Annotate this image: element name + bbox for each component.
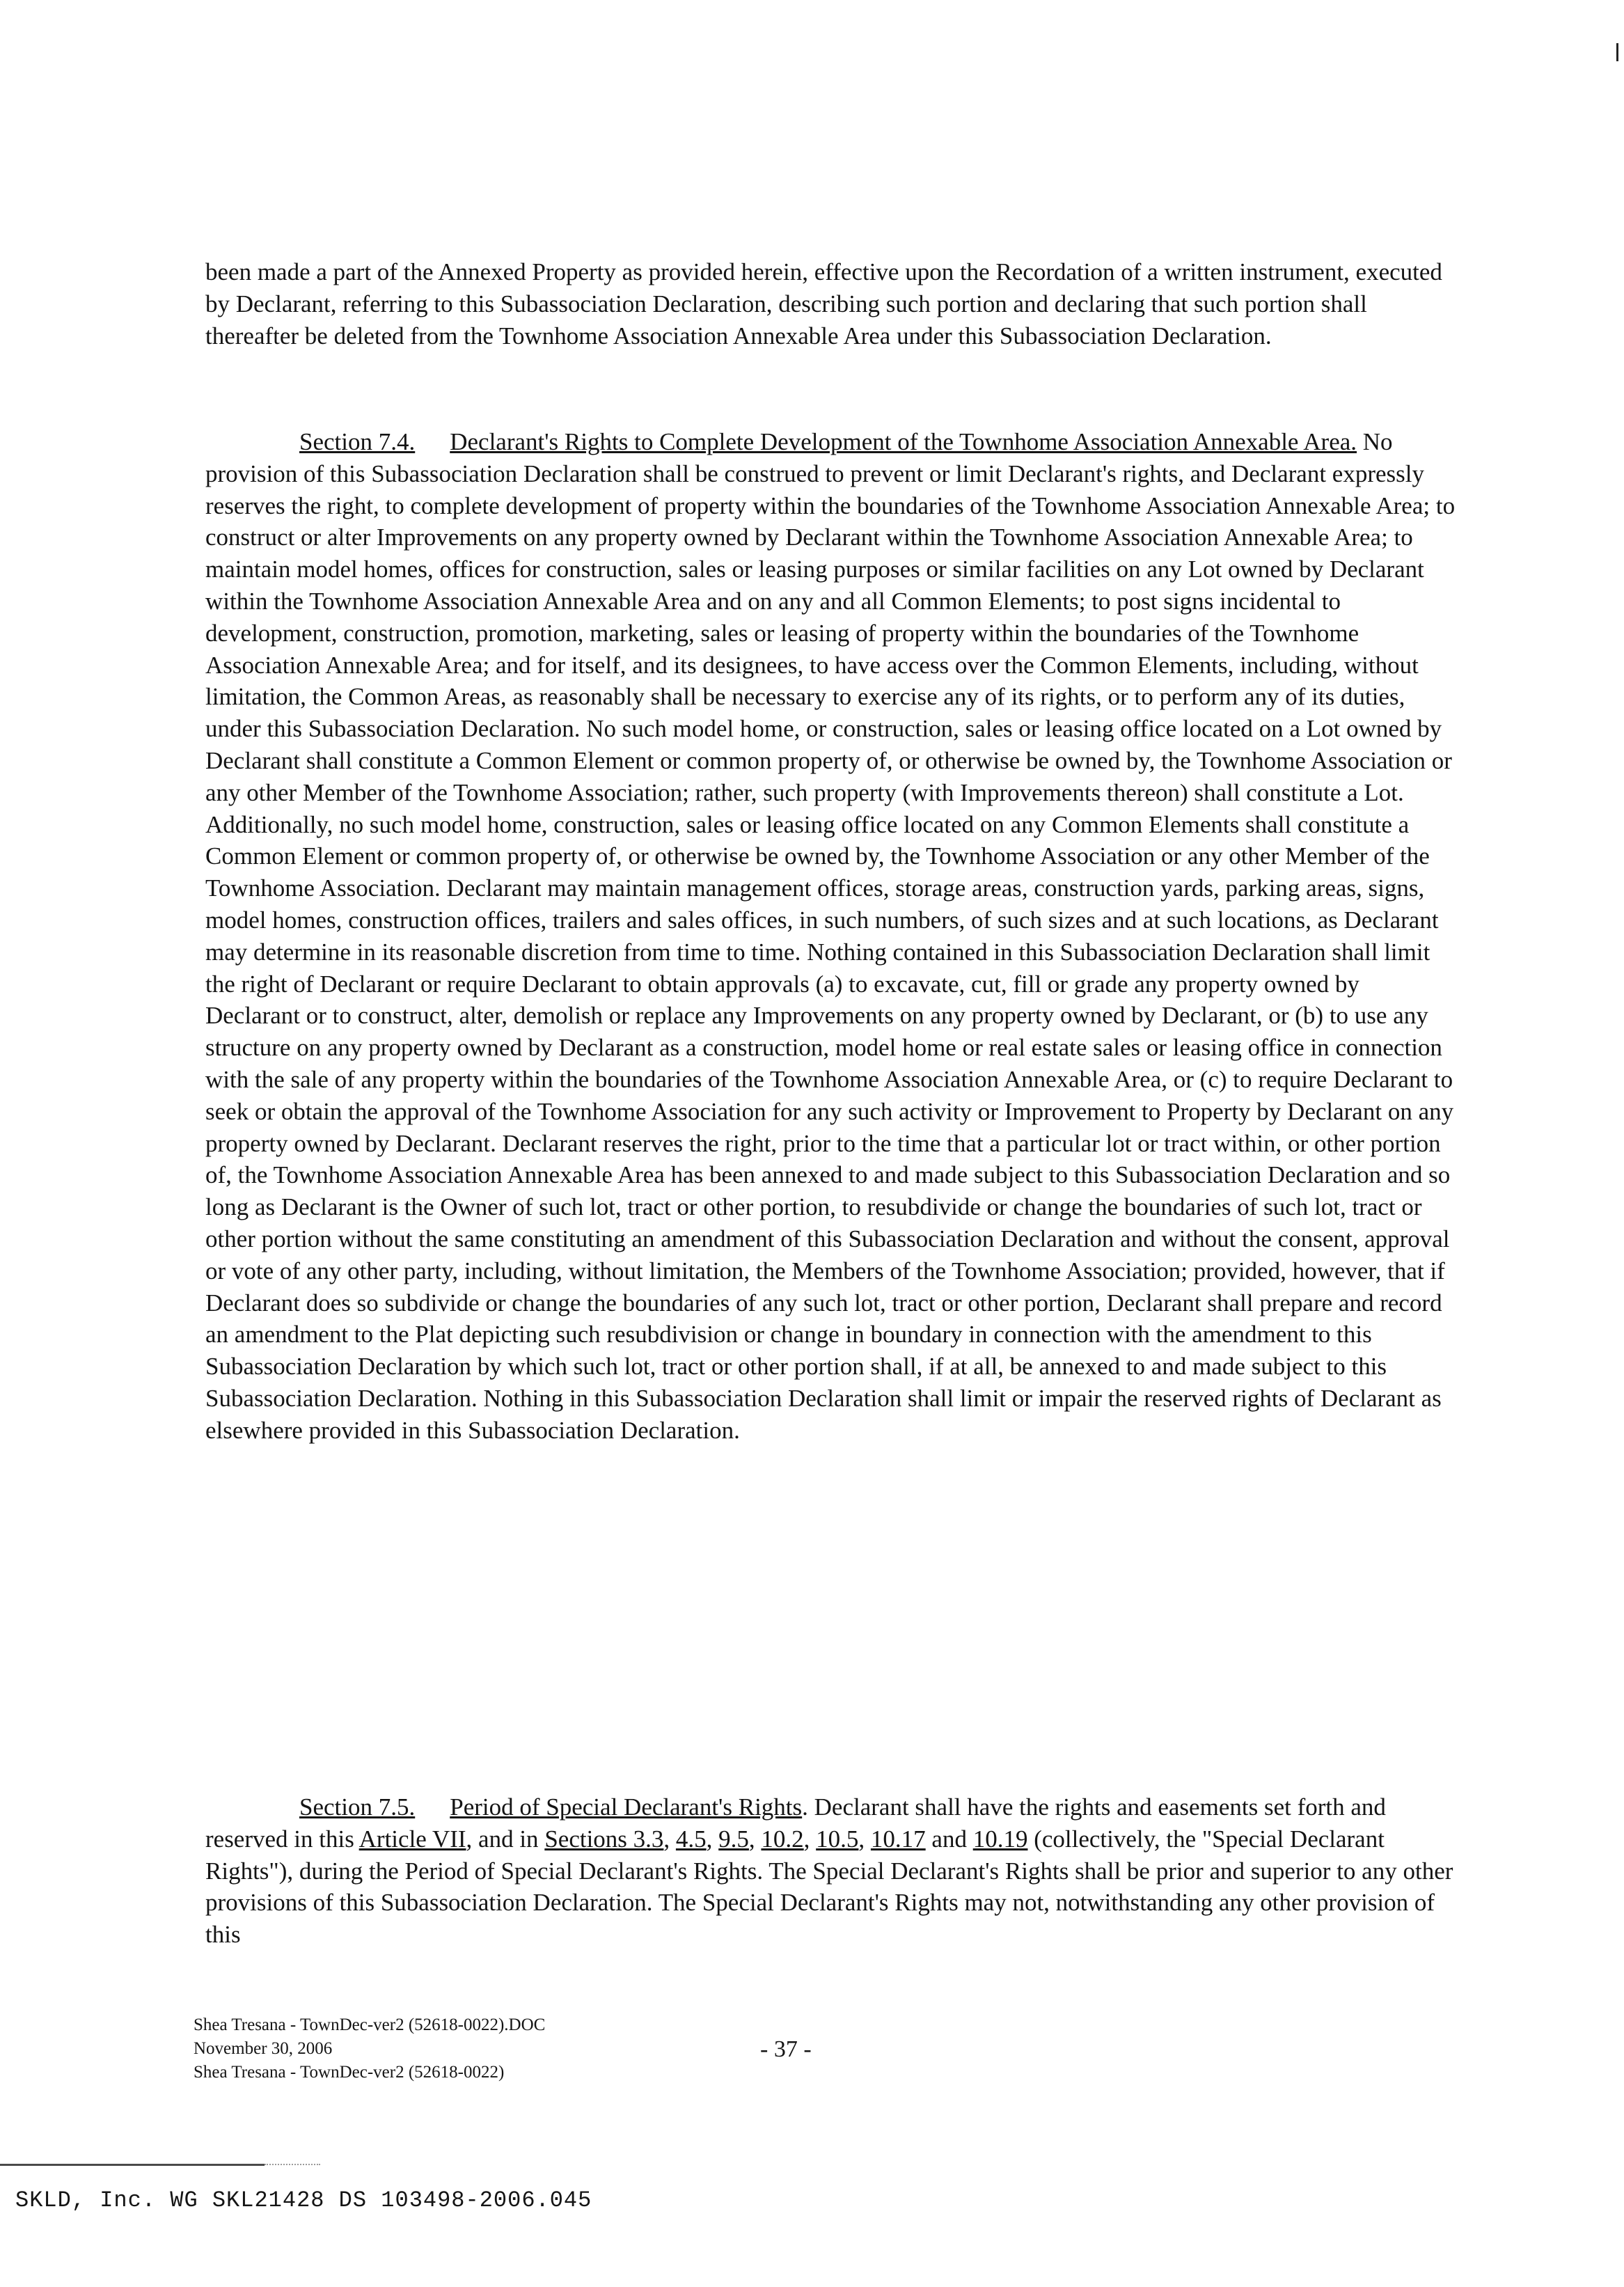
section-9-5-ref: 9.5 xyxy=(718,1825,749,1853)
section-7-4-heading: Declarant's Rights to Complete Development of the Townhome Association Annexable Area. xyxy=(450,428,1357,455)
section-4-5-ref: 4.5 xyxy=(675,1825,707,1853)
footer-file-line: Shea Tresana - TownDec-ver2 (52618-0022).DOC xyxy=(194,2015,546,2034)
footer-file-line-2: Shea Tresana - TownDec-ver2 (52618-0022) xyxy=(194,2063,505,2082)
sections-3-3-ref: Sections 3.3 xyxy=(544,1825,664,1853)
section-7-5-text-2: , and in xyxy=(466,1825,545,1853)
section-7-5-heading: Period of Special Declarant's Rights xyxy=(450,1793,803,1821)
section-10-5-ref: 10.5 xyxy=(816,1825,859,1853)
section-7-5-number: Section 7.5. xyxy=(299,1793,416,1821)
page-number: - 37 - xyxy=(760,2036,812,2062)
scan-divider-dots xyxy=(265,2164,320,2165)
scan-divider-line xyxy=(0,2164,265,2166)
section-7-4-body: No provision of this Subassociation Declaration shall be construed to prevent or limit Declarant's rights, and Declarant expressly reserves the right, to complete development of property within the boundaries of the Townhome Association Annexable Area; to construct or alter Improvements on any property owned by Declarant within the Townhome Association Annexable Area; to maintain model homes, offices for construction, sales or leasing purposes or similar facilities on any Lot owned by Declarant within the Townhome Association Annexable Area and on any and all Common Elements; to post signs incidental to development, construction, promotion, marketing, sales or leasing of property within the boundaries of the Townhome Association Annexable Area; and for itself, and its designees, to have access over the Common Elements, including, without limitation, the Common Areas, as reasonably shall be necessary to exercise any of its rights, or to perform any of its duties, under this Subassociation Declaration. No such model home, or construction, sales or leasing office located on a Lot owned by Declarant shall constitute a Common Element or common property of, or otherwise be owned by, the Townhome Association or any other Member of the Townhome Association; rather, such property (with Improvements thereon) shall constitute a Lot. Additionally, no such model home, construction, sales or leasing office located on any Common Elements shall constitute a Common Element or common property of, or otherwise be owned by, the Townhome Association or any other Member of the Townhome Association. Declarant may maintain management offices, storage areas, construction yards, parking areas, signs, model homes, construction offices, trailers and sales offices, in such numbers, of such sizes and at such locations, as Declarant may determine in its reasonable discretion from time to time. Nothing contained in this Subassociation Declaration shall limit the right of Declarant or require Declarant to obtain approvals (a) to excavate, cut, fill or grade any property owned by Declarant or to construct, alter, demolish or replace any Improvements on any property owned by Declarant, or (b) to use any structure on any property owned by Declarant as a construction, model home or real estate sales or leasing office in connection with the sale of any property within the boundaries of the Townhome Association Annexable Area, or (c) to require Declarant to seek or obtain the approval of the Townhome Association for any such activity or Improvement to Property by Declarant on any property owned by Declarant. Declarant reserves the right, prior to the time that a particular lot or tract within, or other portion of, the Townhome Association Annexable Area has been annexed to and made subject to this Subassociation Declaration and so long as Declarant is the Owner of such lot, tract or other portion, to resubdivide or change the boundaries of such lot, tract or other portion without the same constituting an amendment of this Subassociation Declaration and without the consent, approval or vote of any other party, including, without limitation, the Members of the Townhome Association; provided, however, that if Declarant does so subdivide or change the boundaries of any such lot, tract or other portion, Declarant shall prepare and record an amendment to the Plat depicting such resubdivision or change in boundary in connection with the amendment to this Subassociation Declaration by which such lot, tract or other portion shall, if at all, be annexed to and made subject to this Subassociation Declaration. Nothing in this Subassociation Declaration shall limit or impair the reserved rights of Declarant as elsewhere provided in this Subassociation Declaration. xyxy=(205,428,1456,1444)
footer-file-info xyxy=(194,2013,545,2084)
section-7-5: Section 7.5. Period of Special Declarant's Rights. Declarant shall have the rights and easements set forth and reserved in this Article VII, and in Sections 3.3, 4.5, 9.5, 10.2, 10.5, 10.17 and 10.19 (collectively, the "Special Declarant Rights"), during the Period of Special Declarant's Rights. The Special Declarant's Rights shall be prior and superior to any other provisions of this Subassociation Declaration. The Special Declarant's Rights may not, notwithstanding any other provision of this xyxy=(205,1793,1453,1949)
article-vii-ref: Article VII xyxy=(358,1825,466,1853)
footer-date-line: November 30, 2006 xyxy=(194,2039,333,2058)
paragraph-intro: been made a part of the Annexed Property as provided herein, effective upon the Recordation of a written instrument, executed by Declarant, referring to this Subassociation Declaration, describing such portion and declaring that such portion shall thereafter be deleted from the Townhome Association Annexable Area under this Subassociation Declaration. xyxy=(205,258,1442,349)
section-7-5-text-1: . Declarant shall have the rights and easements set forth and reserved in this xyxy=(205,1793,1386,1853)
section-10-19-ref: 10.19 xyxy=(972,1825,1028,1853)
scan-edge-mark xyxy=(1616,43,1618,61)
section-7-4-number: Section 7.4. xyxy=(299,428,416,455)
bates-stamp: SKLD, Inc. WG SKL21428 DS 103498-2006.045 xyxy=(15,2187,592,2213)
section-7-4 xyxy=(205,426,1458,1447)
section-10-17-ref: 10.17 xyxy=(870,1825,926,1853)
section-7-5-text-3: (collectively, the "Special Declarant Rights"), during the Period of Special Declarant's Rights. The Special Declarant's Rights shall be prior and superior to any other provisions of this Subassociation Declaration. The Special Declarant's Rights may not, notwithstanding any other provision of this xyxy=(205,1825,1453,1949)
section-10-2-ref: 10.2 xyxy=(761,1825,804,1853)
section-7-5-and: and xyxy=(931,1825,967,1853)
